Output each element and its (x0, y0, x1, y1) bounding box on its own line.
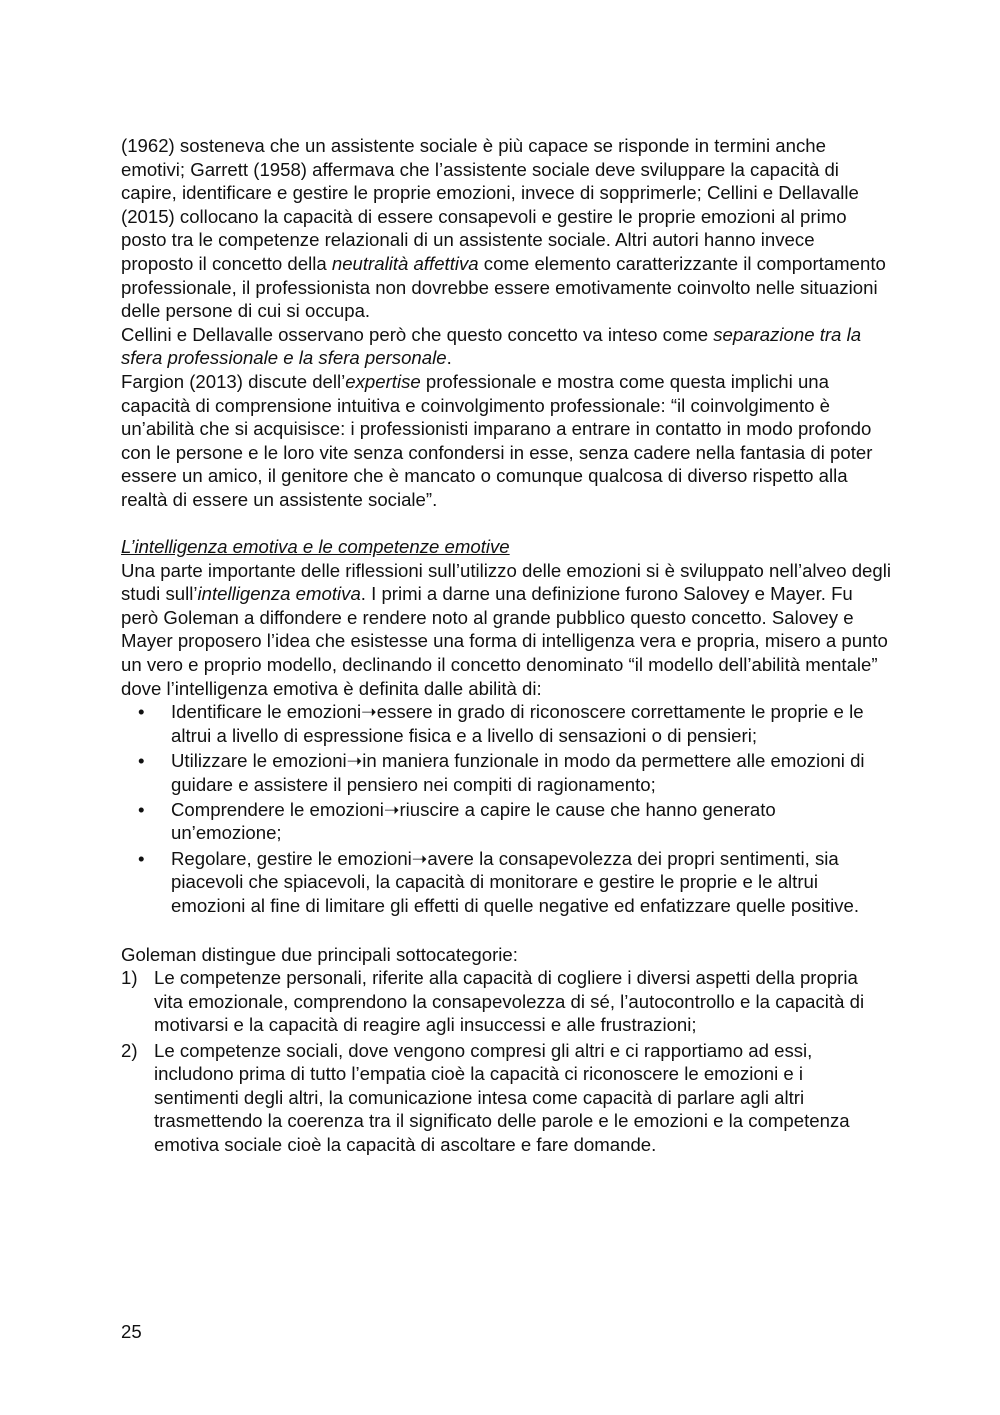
bullet-text: Comprendere le emozioni➝riuscire a capire le cause che hanno generato un’emozione; (171, 798, 776, 844)
paragraph-text: professionale e mostra come questa implichi una capacità di comprensione intuitiva e coinvolgimento professionale: “il coinvolgimento è un’abilità che si acquisisce: i professionisti imparano a entrare in contatto in modo profondo con le persone e le loro vite senza confondersi in esse, senza cadere nella fantasia di poter essere un amico, il genitore che è mancato o comunque qualcosa di diverso rispetto alla realtà di essere un assistente sociale”. (121, 370, 873, 510)
list-number: 1) (121, 967, 138, 989)
bullet-item (121, 847, 891, 918)
bullet-text: Utilizzare le emozioni➝in maniera funzionale in modo da permettere alle emozioni di guidare e assistere il pensiero nei compiti di ragionamento; (171, 750, 865, 795)
page-content (121, 134, 891, 1158)
paragraph-emotional-involvement (121, 134, 891, 323)
paragraph-expertise (121, 370, 891, 512)
paragraph-text: Fargion (2013) discute dell’ (121, 370, 346, 392)
bullet-item (121, 749, 891, 796)
numbered-text: Le competenze sociali, dove vengono compresi gli altri e ci rapportiamo ad essi, includono prima di tutto l’empatia cioè la capacità ci riconoscere le emozioni e i sentimenti degli altri, la comunicazione intesa come capacità di parlare agli altri trasmettendo la coerenza tra il significato delle parole e le emozioni e la competenza emotiva sociale cioè la capacità di ascoltare e fare domande. (154, 1039, 850, 1155)
numbered-item (121, 1039, 891, 1157)
page-number: 25 (121, 1321, 142, 1342)
paragraph-emphasis: neutralità affettiva (331, 252, 479, 274)
bullet-item (121, 798, 891, 845)
paragraph-spacer (121, 512, 891, 536)
section-heading: L’intelligenza emotiva e le competenze emotive (121, 536, 510, 558)
paragraph-separation (121, 323, 891, 370)
bullet-text: Regolare, gestire le emozioni➝avere la consapevolezza dei propri sentimenti, sia piacevoli che spiacevoli, la capacità di monitorare e gestire le proprie e le altrui emozioni al fine di limitare gli effetti di quelle negative ed enfatizzare quelle positive. (171, 847, 860, 916)
bullet-marker: • (138, 798, 145, 820)
paragraph-subcategories: Goleman distingue due principali sottocategorie: (121, 943, 518, 965)
paragraph-emphasis: expertise (345, 370, 421, 392)
paragraph-text: . I primi a darne una definizione furono Salovey e Mayer. Fu però Goleman a diffondere e rendere noto al grande pubblico questo concetto. Salovey e Mayer proposero l’idea che esistesse una forma di intelligenza vera e propria, misero a punto un vero e proprio modello, declinando il concetto denominato “il modello dell’abilità mentale” dove l’intelligenza emotiva è definita dalle abilità di: (121, 583, 888, 699)
paragraph-text: . (446, 347, 452, 369)
paragraph-emotional-intelligence (121, 559, 891, 701)
paragraph-text: Una parte importante delle riflessioni sull’utilizzo delle emozioni si è sviluppato nell’alveo degli studi sull’ (121, 559, 891, 605)
paragraph-text: (1962) sosteneva che un assistente sociale è più capace se risponde in termini anche emotivi; Garrett (1958) affermava che l’assistente sociale deve sviluppare la capacità di capire, identificare e gestire le proprie emozioni, invece di sopprimerle; Cellini e Dellavalle (2015) collocano la capacità di essere consapevoli e gestire le proprie emozioni al primo posto tra le competenze relazionali di un assistente sociale. Altri autori hanno invece proposto il concetto della (121, 135, 859, 274)
abilities-bullet-list (121, 700, 891, 917)
competences-numbered-list (121, 966, 891, 1156)
numbered-text: Le competenze personali, riferite alla capacità di cogliere i diversi aspetti della propria vita emozionale, comprendono la consapevolezza di sé, l’autocontrollo e la capacità di motivarsi e la capacità di reagire agli insuccessi e alle frustrazioni; (154, 967, 865, 1036)
paragraph-spacer (121, 919, 891, 943)
bullet-item (121, 700, 891, 747)
paragraph-emphasis: separazione tra la sfera professionale e la sfera personale (121, 323, 862, 369)
paragraph-emphasis: intelligenza emotiva (197, 583, 361, 605)
numbered-item (121, 966, 891, 1037)
paragraph-text: Cellini e Dellavalle osservano però che questo concetto va inteso come (121, 323, 714, 345)
bullet-marker: • (138, 701, 145, 723)
bullet-text: Identificare le emozioni➝essere in grado di riconoscere correttamente le proprie e le altrui a livello di espressione fisica e a livello di sensazioni o di pensieri; (171, 701, 864, 746)
bullet-marker: • (138, 847, 145, 869)
bullet-marker: • (138, 750, 145, 772)
paragraph-text: come elemento caratterizzante il comportamento professionale, il professionista non dovrebbe essere emotivamente coinvolto nelle situazioni delle persone di cui si occupa. (121, 252, 886, 322)
list-number: 2) (121, 1039, 138, 1061)
